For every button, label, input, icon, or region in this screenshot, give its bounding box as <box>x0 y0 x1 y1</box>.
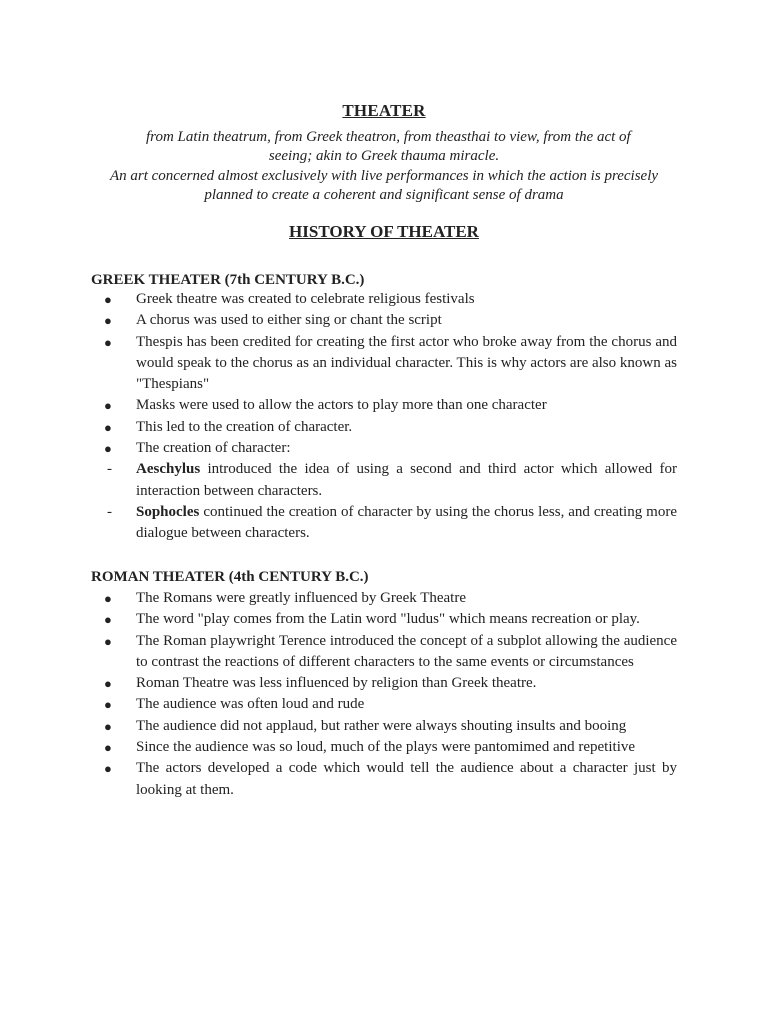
list-item <box>0 631 677 674</box>
list-item <box>0 438 677 459</box>
bullet-marker: ● <box>104 292 112 307</box>
list-item-text: The audience did not applaud, but rather were always shouting insults and booing <box>136 717 627 734</box>
list-item-text: Since the audience was so loud, much of the plays were pantomimed and repetitive <box>136 739 636 756</box>
list-item <box>0 332 677 396</box>
list-item <box>0 310 677 331</box>
list-item-text: This led to the creation of character. <box>136 418 353 435</box>
playwright-name: Sophocles <box>136 503 200 520</box>
list-item <box>0 289 677 310</box>
bullet-marker: ● <box>104 761 112 777</box>
list-item-text: The audience was often loud and rude <box>136 696 365 713</box>
sub-list-item <box>0 502 677 545</box>
list-item-text: A chorus was used to either sing or chant the script <box>136 312 442 329</box>
list-item-text: Thespis has been credited for creating the first actor who broke away from the chorus and would speak to the chorus as an individual character. This is why actors are also known as "Thespians" <box>136 333 677 393</box>
greek-theater-heading: GREEK THEATER (7th CENTURY B.C.) <box>91 272 365 288</box>
list-item <box>0 758 677 801</box>
sub-list-item <box>0 459 677 502</box>
list-item-text: continued the creation of character by using the chorus less, and creating more dialogue between characters. <box>136 503 677 542</box>
list-item-text: The word "play comes from the Latin word "ludus" which means recreation or play. <box>136 611 640 628</box>
list-item <box>0 609 677 630</box>
etymology-block <box>146 128 631 148</box>
list-item-text: The Romans were greatly influenced by Greek Theatre <box>136 590 466 606</box>
list-item <box>0 694 677 715</box>
list-item-text: Masks were used to allow the actors to play more than one character <box>136 397 547 414</box>
bullet-marker: ● <box>104 697 112 713</box>
bullet-marker: ● <box>104 419 112 435</box>
bullet-marker: ● <box>104 612 112 628</box>
etymology-line: seeing; akin to Greek thauma miracle. <box>268 148 500 164</box>
bullet-marker: ● <box>104 441 112 457</box>
dash-marker: - <box>107 503 112 520</box>
definition-line: An art concerned almost exclusively with live performances in which the action is precisely <box>109 167 659 184</box>
bullet-marker: ● <box>104 313 112 329</box>
list-item-text: Greek theatre was created to celebrate religious festivals <box>136 291 475 307</box>
definition-line: planned to create a coherent and significant sense of drama <box>204 187 564 203</box>
etymology-block <box>0 147 768 206</box>
bullet-marker: ● <box>104 398 112 414</box>
list-item-text: The actors developed a code which would tell the audience about a character just by looking at them. <box>136 760 677 798</box>
list-item-text: introduced the idea of using a second and third actor which allowed for interaction between characters. <box>136 461 677 499</box>
list-item <box>0 737 677 758</box>
bullet-marker: ● <box>104 334 112 350</box>
etymology-line: from Latin theatrum, from Greek theatron, from theasthai to view, from the act of <box>146 129 631 145</box>
bullet-marker: ● <box>104 591 112 606</box>
list-item-text: Roman Theatre was less influenced by religion than Greek theatre. <box>136 675 537 692</box>
bullet-marker: ● <box>104 633 112 649</box>
dash-marker: - <box>107 461 112 478</box>
list-item-text: The creation of character: <box>136 440 291 457</box>
list-item <box>0 588 677 609</box>
roman-theater-list <box>0 588 768 801</box>
bullet-marker: ● <box>104 718 112 734</box>
list-item <box>0 395 677 416</box>
bullet-marker: ● <box>104 676 112 692</box>
page-title: THEATER <box>342 101 426 120</box>
bullet-marker: ● <box>104 740 112 756</box>
playwright-name: Aeschylus <box>136 461 201 478</box>
section-title: HISTORY OF THEATER <box>289 222 479 241</box>
roman-theater-heading: ROMAN THEATER (4th CENTURY B.C.) <box>91 569 369 585</box>
list-item <box>0 417 677 438</box>
list-item-text: The Roman playwright Terence introduced the concept of a subplot allowing the audience to contrast the reactions of different characters to the same events or circumstances <box>136 632 677 670</box>
list-item <box>0 716 677 737</box>
list-item <box>0 673 677 694</box>
greek-theater-list <box>0 289 768 545</box>
